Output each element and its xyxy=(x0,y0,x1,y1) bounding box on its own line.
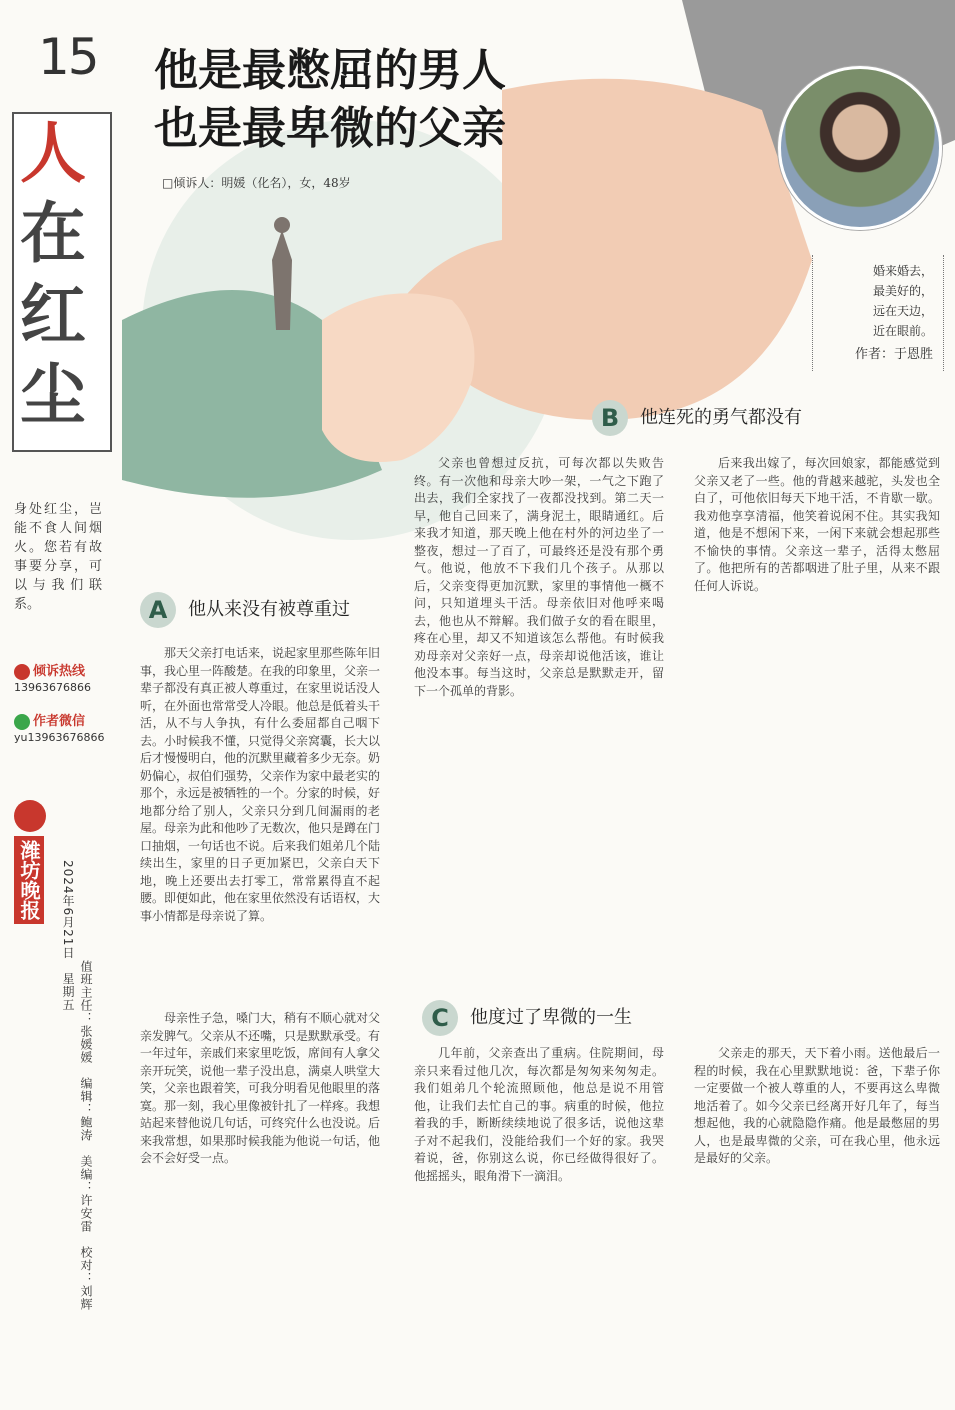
section-a-title: 他从来没有被尊重过 xyxy=(188,599,350,620)
article-column-c1 xyxy=(414,1045,664,1400)
article-column-a2 xyxy=(140,1010,380,1400)
article-column-a1 xyxy=(140,645,380,1005)
hotline-number[interactable]: 13963676866 xyxy=(14,680,91,694)
section-c-header xyxy=(422,1000,632,1036)
article-paragraph: 父亲走的那天，天下着小雨。送他最后一程的时候，我在心里默默地说：爸，下辈子你一定要做一个被人尊重的人，不要再这么卑微地活着了。如今父亲已经离开好几年了，每当想起他，我的心就隐隐作痛。他是最憋屈的男人，也是最卑微的父亲，可在我心里，他永远是最好的父亲。 xyxy=(694,1046,940,1165)
article-column-c2 xyxy=(694,1045,940,1400)
headline xyxy=(154,42,506,158)
article-column-b1 xyxy=(414,455,664,985)
section-c-badge: C xyxy=(422,1000,458,1036)
headline-line-1: 他是最憋屈的男人 xyxy=(154,45,506,96)
wechat xyxy=(14,710,104,745)
section-b-header xyxy=(592,400,802,436)
section-c-title: 他度过了卑微的一生 xyxy=(470,1007,632,1028)
hotline xyxy=(14,660,91,695)
newspaper-logo-icon xyxy=(14,800,46,832)
issue-date: 2024年6月21日 星期五 xyxy=(61,860,75,1012)
page-number: 15 xyxy=(38,28,98,86)
section-a-header xyxy=(140,592,350,628)
wechat-label: 作者微信 xyxy=(33,714,86,729)
byline: □倾诉人：明媛（化名），女，48岁 xyxy=(162,176,351,190)
brand xyxy=(14,800,50,924)
poem-line: 最美好的， xyxy=(872,284,933,298)
article-paragraph: 母亲性子急，嗓门大，稍有不顺心就对父亲发脾气。父亲从不还嘴，只是默默承受。有一年过年，亲戚们来家里吃饭，席间有人拿父亲开玩笑，说他一辈子没出息，满桌人哄堂大笑，父亲也跟着笑，可我分明看见他眼里的落寞。那一刻，我心里像被针扎了一样疼。我想站起来替他说几句话，可终究什么也没说。后来我常想，如果那时候我能为他说一句话，他会不会好受一点。 xyxy=(140,1011,380,1165)
article-paragraph: 那天父亲打电话来，说起家里那些陈年旧事，我心里一阵酸楚。在我的印象里，父亲一辈子都没有真正被人尊重过，在家里说话没人听，在外面也常常受人冷眼。他总是低着头干活，从不与人争执，有什么委屈都自己咽下去。小时候我不懂，只觉得父亲窝囊，长大以后才慢慢明白，他的沉默里藏着多少无奈。奶奶偏心，叔伯们强势，父亲作为家中最老实的那个，永远是被牺牲的一个。分家的时候，好地都分给了别人，父亲只分到几间漏雨的老屋。母亲为此和他吵了无数次，他只是蹲在门口抽烟，一句话也不说。后来我们姐弟几个陆续出生，家里的日子更加紧巴，父亲白天下地，晚上还要出去打零工，常常累得直不起腰。即便如此，他在家里依然没有话语权，大事小情都是母亲说了算。 xyxy=(140,646,380,923)
column-title-char-1: 人 xyxy=(20,114,86,192)
article-paragraph: 几年前，父亲查出了重病。住院期间，母亲只来看过他几次，每次都是匆匆来匆匆走。我们姐弟几个轮流照顾他，他总是说不用管他，让我们去忙自己的事。病重的时候，他拉着我的手，断断续续地说了很多话，说他这辈子对不起我们，没能给我们一个好的家。我哭着说，爸，你别这么说，你已经做得很好了。他摇摇头，眼角滑下一滴泪。 xyxy=(414,1046,664,1183)
article-paragraph: 后来我出嫁了，每次回娘家，都能感觉到父亲又老了一些。他的背越来越驼，头发也全白了，可他依旧每天下地干活，不肯歇一歇。我劝他享享清福，他笑着说闲不住。其实我知道，他是不想闲下来，一闲下来就会想起那些不愉快的事情。父亲这一辈子，活得太憋屈了。他把所有的苦都咽进了肚子里，从来不跟任何人诉说。 xyxy=(694,456,940,593)
article-column-b2 xyxy=(694,455,940,985)
article-paragraph: 父亲也曾想过反抗，可每次都以失败告终。有一次他和母亲大吵一架，一气之下跑了出去，我们全家找了一夜都没找到。第二天一早，他自己回来了，满身泥土，眼睛通红。后来我才知道，那天晚上他在村外的河边坐了一整夜，想过一了百了，可最终还是没有那个勇气。他说，他放不下我们几个孩子。从那以后，父亲变得更加沉默，家里的事情他一概不问，只知道埋头干活。母亲依旧对他呼来喝去，他也从不辩解。我们做子女的看在眼里，疼在心里，却又不知道该怎么帮他。有时候我劝母亲对父亲好一点，母亲却说他活该，谁让他没本事。每当这时，父亲总是默默走开，留下一个孤单的背影。 xyxy=(414,456,664,698)
author-poem xyxy=(812,255,944,371)
poem-line: 婚来婚去， xyxy=(872,264,933,278)
left-column xyxy=(0,0,112,1410)
wechat-id[interactable]: yu13963676866 xyxy=(14,730,105,744)
brand-name: 潍坊晚报 xyxy=(14,836,44,924)
editor-credits: 值班主任：张媛媛 编辑：鲍涛 美编：许安雷 校对：刘辉 xyxy=(79,960,93,1311)
poem-line: 远在天边， xyxy=(872,304,933,318)
column-intro: 身处红尘，岂能不食人间烟火。您若有故事要分享，可以与我们联系。 xyxy=(14,502,102,612)
hotline-label: 倾诉热线 xyxy=(33,664,86,679)
author-photo xyxy=(778,66,942,230)
column-title-char-3: 红 xyxy=(20,276,86,354)
column-title-char-4: 尘 xyxy=(20,356,86,434)
phone-icon xyxy=(14,664,30,680)
section-a-badge: A xyxy=(140,592,176,628)
section-b-title: 他连死的勇气都没有 xyxy=(640,407,802,428)
column-title-char-2: 在 xyxy=(20,194,86,272)
section-b-badge: B xyxy=(592,400,628,436)
headline-line-2: 也是最卑微的父亲 xyxy=(154,103,506,154)
wechat-icon xyxy=(14,714,30,730)
main-area xyxy=(122,0,955,1410)
author-name: 作者：于恩胜 xyxy=(854,347,933,362)
poem-line: 近在眼前。 xyxy=(872,324,933,338)
